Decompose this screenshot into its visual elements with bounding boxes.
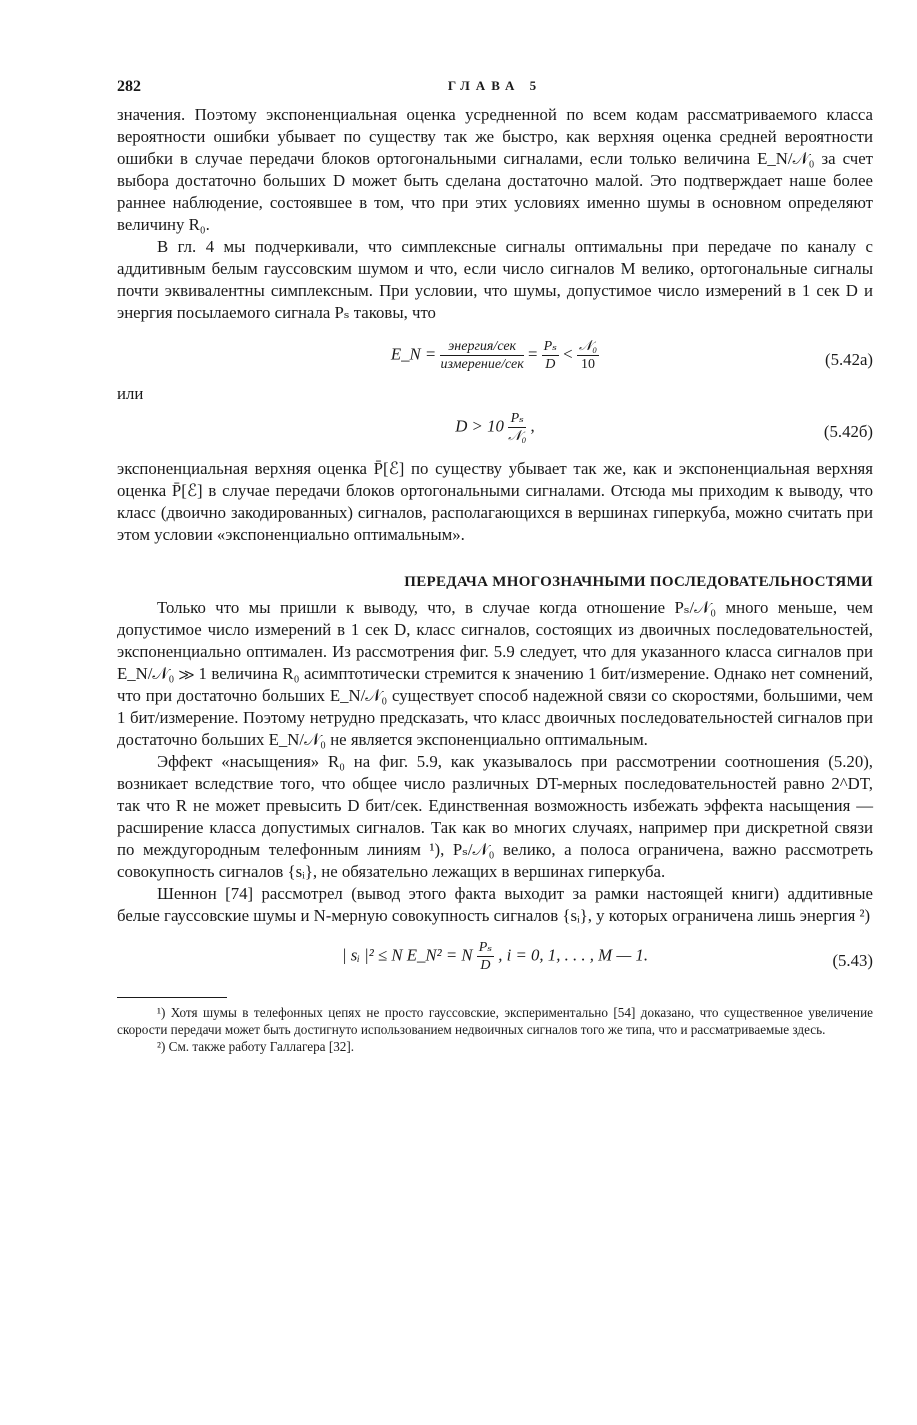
eq-b-frac-num: Pₛ (508, 410, 526, 428)
section-title: ПЕРЕДАЧА МНОГОЗНАЧНЫМИ ПОСЛЕДОВАТЕЛЬНОСТЯМИ (404, 574, 873, 590)
paragraph-5: Эффект «насыщения» R₀ на фиг. 5.9, как указывалось при рассмотрении соотношения (5.20), возникает вследствие того, что общее число различных DT-мерных последовательностей равно 2^DT, так что R не может превысить D бит/сек. Единственная возможность избежать эффекта насыщения — расширение класса допустимых сигналов. Так как во многих случаях, например при дискретной связи по междугородным телефонным линиям ¹), Pₛ/𝒩₀ велико, а полоса ограничена, важно рассмотреть совокупность сигналов {sᵢ}, не обязательно лежащих в вершинах гиперкуба. (117, 752, 873, 881)
eq-b-tail: , (530, 416, 535, 436)
eq-a-equals: = (527, 344, 538, 364)
eq-a-relation: < (563, 344, 573, 364)
equation-5-42a (117, 338, 873, 382)
eq-b-fraction (508, 410, 526, 445)
word-or: или (117, 384, 144, 403)
paragraph-6: Шеннон [74] рассмотрел (вывод этого факта выходит за рамки настоящей книги) аддитивные белые гауссовские шумы и N-мерную совокупность сигналов {sᵢ}, у которых ограничена лишь энергия ²) (117, 884, 873, 925)
eq-a-number: (5.42а) (825, 350, 873, 369)
footnote-1: ¹) Хотя шумы в телефонных цепях не просто гауссовские, экспериментально [54] доказано, что существенное увеличение скорости передачи может быть достигнуто использованием недвоичных сигналов того же типа, что и рассматриваемые здесь. (117, 1005, 873, 1037)
equation-5-43 (117, 939, 873, 983)
paragraph-4: Только что мы пришли к выводу, что, в случае когда отношение Pₛ/𝒩₀ много меньше, чем допустимое число измерений в 1 сек D, класс сигналов, состоящих из двоичных последовательностей, экспоненциально оптимален. Из рассмотрения фиг. 5.9 следует, что для указанного класса сигналов при E_N/𝒩₀ ≫ 1 величина R₀ асимптотически стремится к значению 1 бит/измерение. Однако нет сомнений, что при достаточно больших E_N/𝒩₀ существует способ надежной связи со скоростями, большими, чем 1 бит/измерение. Поэтому нетрудно предсказать, что класс двоичных последовательностей сигналов при достаточно больших E_N/𝒩₀ не является экспоненциально оптимальным. (117, 598, 873, 749)
footnote-divider (117, 997, 227, 998)
eq-b-lhs: D > 10 (455, 416, 504, 436)
eq-a-fraction-3 (577, 338, 599, 373)
eq-a-fraction-2 (542, 338, 559, 373)
eq-c-frac-num: Pₛ (478, 940, 493, 955)
eq-c-frac-den: D (480, 958, 491, 973)
eq-a-frac3-den: 10 (580, 357, 595, 372)
book-page (117, 78, 873, 1055)
eq-a-lhs: E_N = (390, 344, 437, 364)
eq-a-frac1-num: энергия/сек (440, 338, 523, 356)
eq-b-number: (5.42б) (823, 422, 873, 441)
paragraph-3: экспоненциальная верхняя оценка P̄[ℰ] по существу убывает так же, как и экспоненциальная верхняя оценка P̄[ℰ] в случае передачи блоков ортогональными сигналами. Отсюда мы приходим к выводу, что класс (двоично закодированных) сигналов, располагающихся в вершинах гиперкуба, можно считать при этом условии «экспоненциально оптимальным». (117, 459, 873, 544)
page-header (117, 78, 873, 104)
page-number: 282 (117, 78, 141, 95)
eq-a-frac3-num: 𝒩₀ (578, 339, 598, 354)
eq-c-lhs: | sᵢ |² ≤ N E_N² = N (341, 945, 473, 965)
equation-5-42b (117, 410, 873, 454)
paragraph-2: В гл. 4 мы подчеркивали, что симплексные сигналы оптимальны при передаче по каналу с аддитивным белым гауссовским шумом и что, если число сигналов M велико, ортогональные сигналы почти эквивалентны симплексным. При условии, что шумы, допустимое число измерений в 1 сек D и энергия посылаемого сигнала Pₛ таковы, что (117, 237, 873, 322)
eq-c-fraction (477, 939, 494, 974)
eq-a-fraction-1 (440, 338, 523, 373)
paragraph-1: значения. Поэтому экспоненциальная оценка усредненной по всем кодам рассматриваемого класса вероятности ошибки убывает по существу так же быстро, как верхняя оценка средней вероятности ошибки в случае передачи блоков ортогональными сигналами, если только величина E_N/𝒩₀ за счет выбора достаточно больших D может быть сделана достаточно малой. Это подтверждает наше более раннее наблюдение, состоявшее в том, что при этих условиях именно шумы в основном определяют величину R₀. (117, 105, 873, 234)
eq-c-tail: , i = 0, 1, . . . , M — 1. (498, 945, 649, 965)
eq-a-frac2-num: Pₛ (543, 339, 557, 354)
chapter-title: ГЛАВА 5 (447, 78, 543, 93)
footnote-2: ²) См. также работу Галлагера [32]. (157, 1039, 355, 1054)
eq-a-frac2-den: D (545, 357, 556, 372)
eq-b-frac-den: 𝒩₀ (508, 429, 527, 444)
eq-a-frac1-den: измерение/сек (440, 357, 524, 372)
eq-c-number: (5.43) (832, 951, 873, 970)
